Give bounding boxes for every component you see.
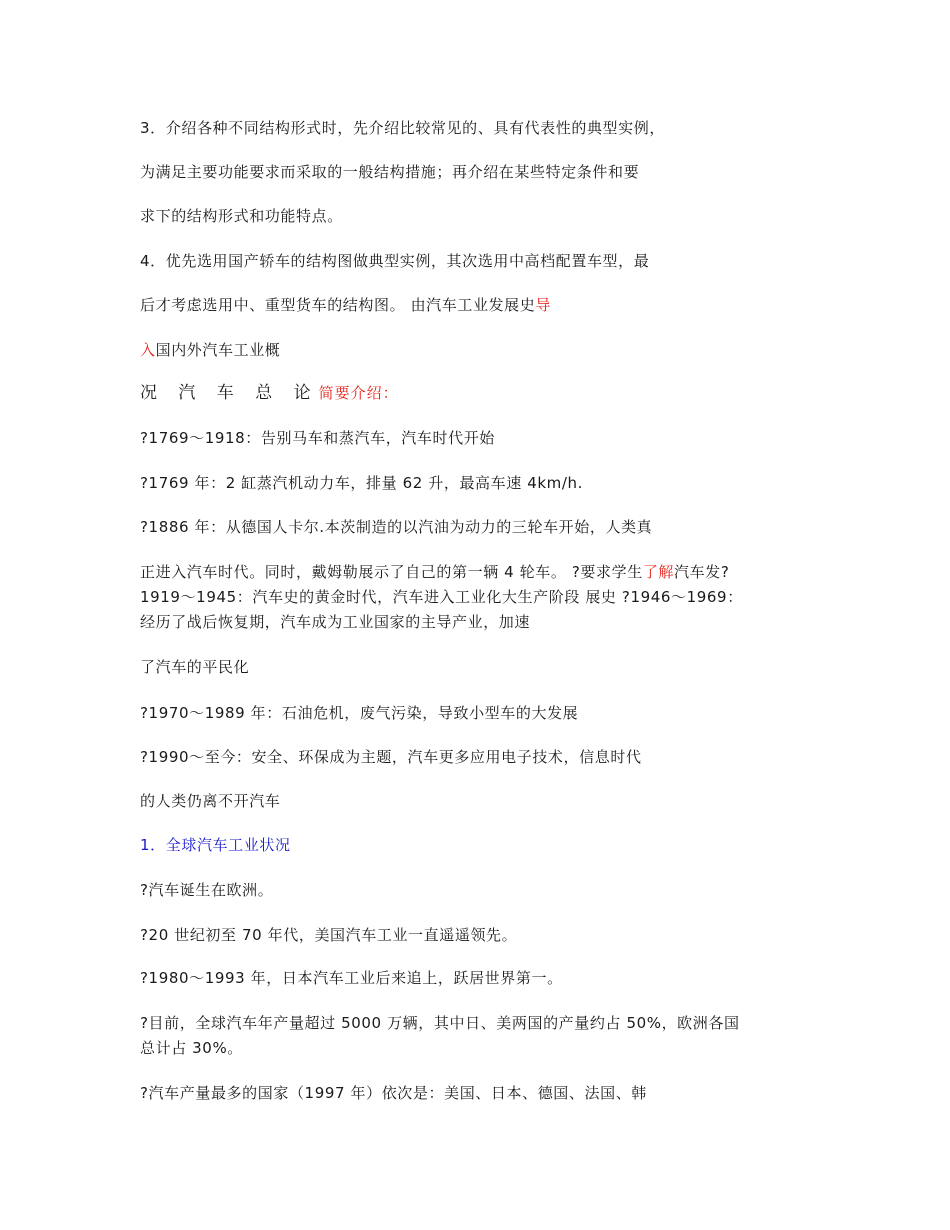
line-text: 汽车发?	[674, 563, 730, 581]
line-text: 后才考虑选用中、重型货车的结构图。 由汽车工业发展史	[140, 296, 536, 314]
paragraph-line: 1919～1945：汽车史的黄金时代，汽车进入工业化大生产阶段 展史 ?1946～1969：	[140, 588, 743, 606]
paragraph-line: 求下的结构形式和功能特点。	[140, 207, 343, 225]
highlight-text: 导	[535, 296, 551, 314]
paragraph-line	[140, 295, 551, 315]
section-heading: 1．全球汽车工业状况	[140, 836, 291, 854]
paragraph-line: 为满足主要功能要求而采取的一般结构措施；再介绍在某些特定条件和要	[140, 163, 640, 181]
section-title-line	[140, 383, 399, 403]
paragraph-line: 的人类仍离不开汽车	[140, 792, 281, 810]
paragraph-line: 了汽车的平民化	[140, 658, 250, 676]
paragraph-line	[140, 562, 729, 582]
paragraph-line: ?1970～1989 年：石油危机，废气污染，导致小型车的大发展	[140, 704, 579, 722]
paragraph-line: 4．优先选用国产轿车的结构图做典型实例，其次选用中高档配置车型，最	[140, 252, 650, 270]
paragraph-line: ?汽车产量最多的国家（1997 年）依次是：美国、日本、德国、法国、韩	[140, 1084, 647, 1102]
paragraph-line: ?1769～1918：告别马车和蒸汽车，汽车时代开始	[140, 429, 495, 447]
paragraph-line	[140, 340, 280, 360]
highlight-text: 入	[140, 341, 156, 359]
paragraph-line: ?1886 年：从德国人卡尔.本茨制造的以汽油为动力的三轮车开始，人类真	[140, 518, 653, 536]
highlight-text: 了解	[642, 563, 675, 581]
paragraph-line: 总计占 30%。	[140, 1039, 243, 1057]
line-text: 正进入汽车时代。同时，戴姆勒展示了自己的第一辆 4 轮车。 ?要求学生	[140, 563, 643, 581]
section-title: 况 汽 车 总 论	[140, 383, 319, 403]
paragraph-line: ?1769 年：2 缸蒸汽机动力车，排量 62 升，最高车速 4km/h.	[140, 474, 583, 492]
paragraph-line: ?汽车诞生在欧洲。	[140, 881, 274, 899]
paragraph-line: ?1980～1993 年，日本汽车工业后来追上，跃居世界第一。	[140, 969, 563, 987]
paragraph-line: ?20 世纪初至 70 年代，美国汽车工业一直遥遥领先。	[140, 926, 518, 944]
paragraph-line: 经历了战后恢复期，汽车成为工业国家的主导产业，加速	[140, 613, 531, 631]
paragraph-line: ?1990～至今：安全、环保成为主题，汽车更多应用电子技术，信息时代	[140, 748, 642, 766]
highlight-text: 简要介绍：	[318, 384, 399, 402]
line-text: 国内外汽车工业概	[155, 341, 281, 359]
paragraph-line: 3．介绍各种不同结构形式时，先介绍比较常见的、具有代表性的典型实例，	[140, 119, 665, 137]
paragraph-line: ?目前，全球汽车年产量超过 5000 万辆，其中日、美两国的产量约占 50%，欧洲各国	[140, 1014, 740, 1032]
